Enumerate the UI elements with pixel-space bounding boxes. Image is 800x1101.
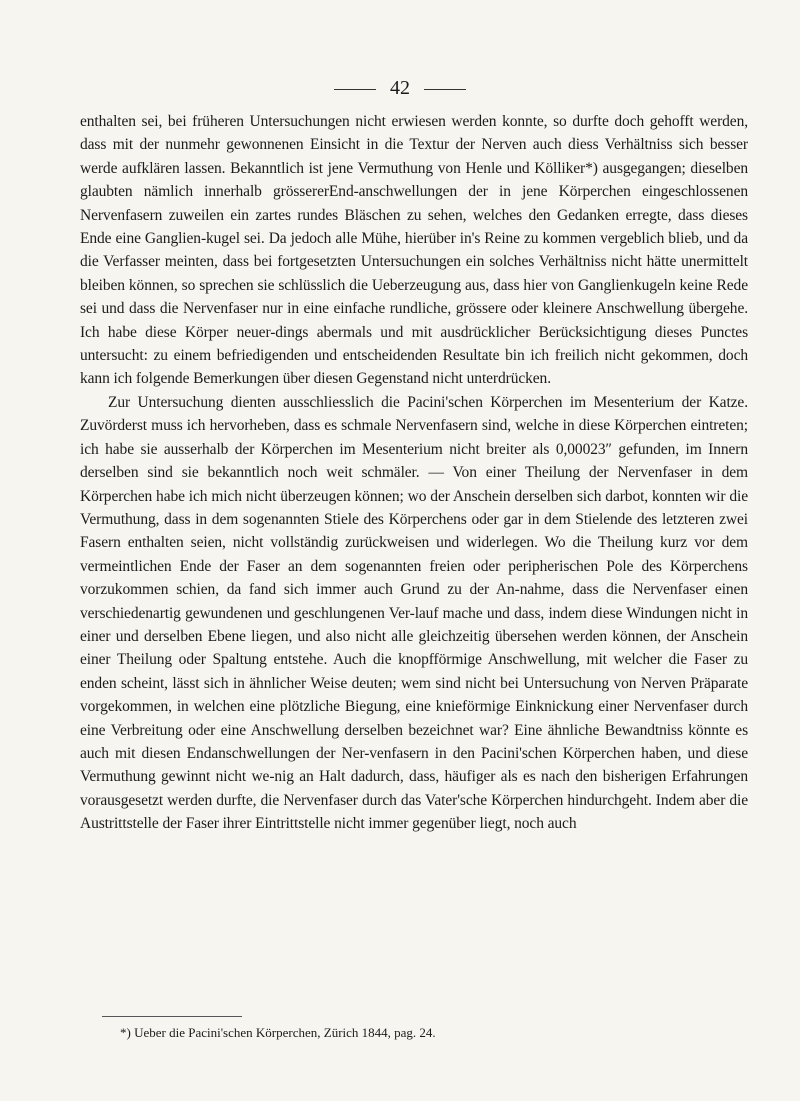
header-rule-left — [334, 89, 376, 90]
paragraph-1: enthalten sei, bei früheren Untersuchungen nicht erwiesen werden konnte, so durfte doch gehofft werden, dass mit der nunmehr gewonnenen Einsicht in die Textur der Nerven auch diess Verhältniss sich besser werde aufklären lassen. Bekanntlich ist jene Vermuthung von Henle und Kölliker*) ausgegangen; dieselben glaubten nämlich innerhalb grössererEnd-anschwellungen der in jene Körperchen eingeschlossenen Nervenfasern zuweilen ein zartes rundes Bläschen zu sehen, welches den Gedanken erregte, dass dieses Ende eine Ganglien-kugel sei. Da jedoch alle Mühe, hierüber in's Reine zu kommen vergeblich blieb, und da die Verfasser meinten, dass bei fortgesetzten Untersuchungen ein solches Verhältniss nicht hätte unermittelt bleiben können, so sprechen sie schlüsslich die Ueberzeugung aus, dass hier von Ganglienkugeln keine Rede sei und dass die Nervenfaser nur in eine einfache rundliche, grössere oder kleinere Anschwellung übergehe. Ich habe diese Körper neuer-dings abermals und mit ausdrücklicher Berücksichtigung dieses Punctes untersucht: zu einem befriedigenden und entscheidenden Resultate bin ich freilich nicht gekommen, doch kann ich folgende Bemerkungen über diesen Gegenstand nicht unterdrücken. — [80, 113, 748, 388]
header-rule-right — [424, 89, 466, 90]
footnote-rule — [102, 1016, 242, 1017]
paragraph-2: Zur Untersuchung dienten ausschliesslich die Pacini'schen Körperchen im Mesenterium der Katze. Zuvörderst muss ich hervorheben, dass es schmale Nervenfasern sind, welche in diese Körperchen eintreten; ich habe sie ausserhalb der Körperchen im Mesenterium nicht breiter als 0,00023″ gefunden, im Innern derselben sind sie bekanntlich noch weit schmäler. — Von einer Theilung der Nervenfaser in dem Körperchen habe ich mich nicht überzeugen können; wo der Anschein derselben sich darbot, konnten wir die Vermuthung, dass in dem sogenannten Stiele des Körperchens oder gar in dem Stielende des letzteren zwei Fasern enthalten seien, nicht vollständig zurückweisen und widerlegen. Wo die Theilung kurz vor dem vermeintlichen Ende der Faser an dem sogenannten freien oder peripherischen Pole des Körperchens vorzukommen schien, da fand sich immer auch Grund zu der An-nahme, dass die Nervenfaser einen verschiedenartig gewundenen und geschlungenen Ver-lauf mache und dass, indem diese Windungen nicht in einer und derselben Ebene liegen, und also nicht alle gleichzeitig übersehen werden können, der Anschein einer Theilung oder Spaltung entstehe. Auch die knopfförmige Anschwellung, mit welcher die Faser zu enden scheint, lässt sich in ähnlicher Weise deuten; wem sind nicht bei Untersuchung von Nerven Präparate vorgekommen, in welchen eine plötzliche Biegung, eine knieförmige Einknickung einer Nervenfaser durch eine Verbreitung oder eine Anschwellung derselben bezeichnet war? Eine ähnliche Bewandtniss könnte es auch mit diesen Endanschwellungen der Ner-venfasern in den Pacini'schen Körperchen haben, und diese Vermuthung gewinnt nicht we-nig an Halt dadurch, dass, häufiger als es nach den bisherigen Erfahrungen vorausgesetzt werden durfte, die Nervenfaser durch das Vater'sche Körperchen hindurchgeht. Indem aber die Austrittstelle der Faser ihrer Eintrittstelle nicht immer gegenüber liegt, noch auch — [80, 393, 748, 833]
footnote: *) Ueber die Pacini'schen Körperchen, Zürich 1844, pag. 24. — [120, 1025, 436, 1040]
body-text — [80, 110, 748, 836]
page-number: 42 — [390, 77, 410, 99]
page-header — [0, 76, 800, 100]
